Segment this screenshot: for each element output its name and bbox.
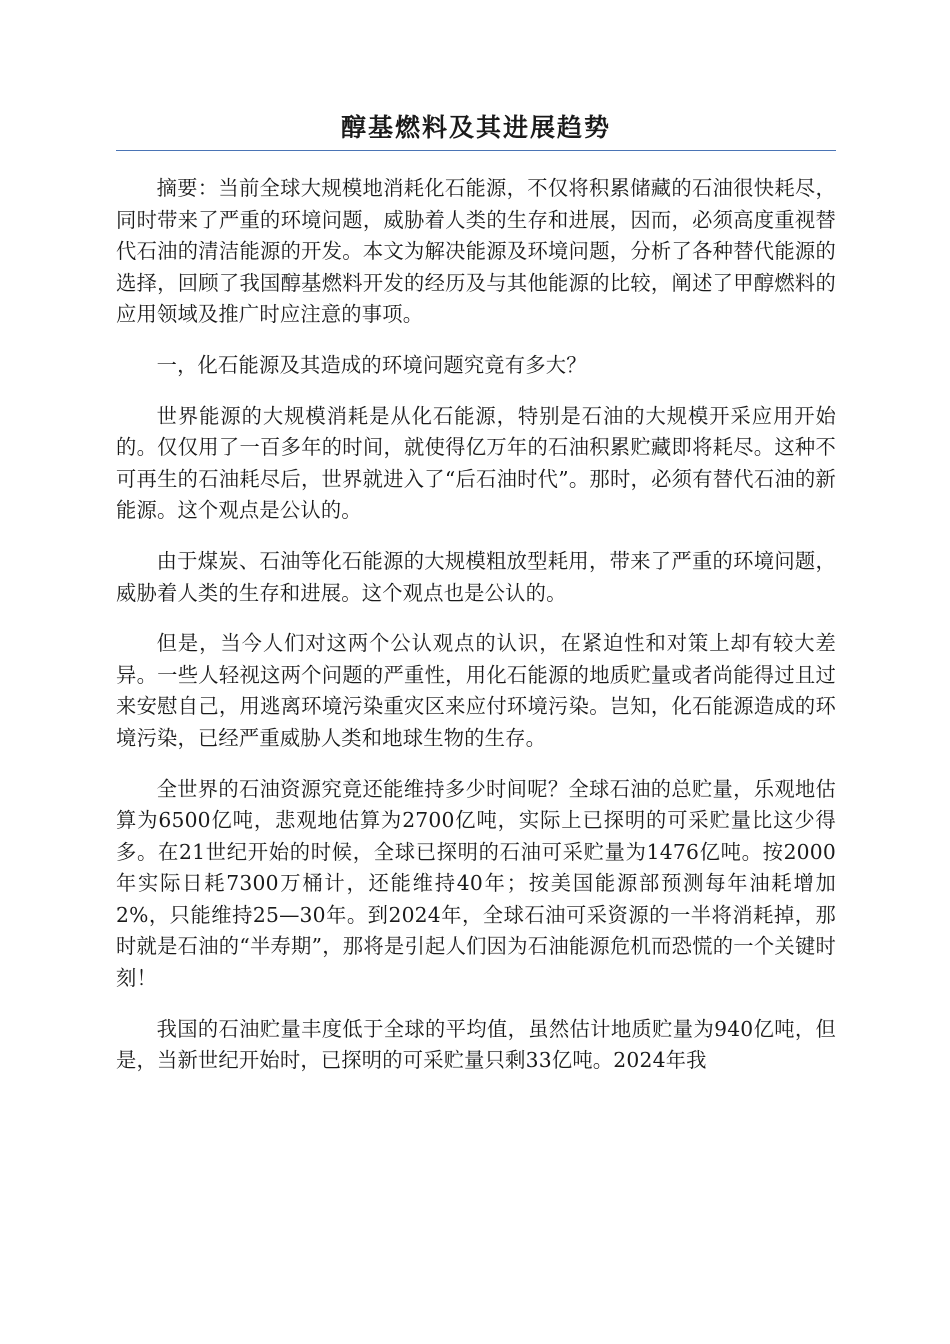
body-paragraph: 由于煤炭、石油等化石能源的大规模粗放型耗用，带来了严重的环境问题，威胁着人类的生存和进展。这个观点也是公认的。 xyxy=(116,548,836,605)
document-page xyxy=(116,110,836,1096)
body-paragraph: 我国的石油贮量丰度低于全球的平均值，虽然估计地质贮量为940亿吨，但是，当新世纪开始时，已探明的可采贮量只剩33亿吨。2024年我 xyxy=(116,1016,836,1073)
body-paragraph: 世界能源的大规模消耗是从化石能源，特别是石油的大规模开采应用开始的。仅仅用了一百多年的时间，就使得亿万年的石油积累贮藏即将耗尽。这种不可再生的石油耗尽后，世界就进入了“后石油时代”。那时，必须有替代石油的新能源。这个观点是公认的。 xyxy=(116,403,836,523)
abstract-paragraph: 摘要：当前全球大规模地消耗化石能源，不仅将积累储藏的石油很快耗尽，同时带来了严重的环境问题，威胁着人类的生存和进展，因而，必须高度重视替代石油的清洁能源的开发。本文为解决能源及环境问题，分析了各种替代能源的选择，回顾了我国醇基燃料开发的经历及与其他能源的比较，阐述了甲醇燃料的应用领域及推广时应注意的事项。 xyxy=(116,176,836,327)
document-title: 醇基燃料及其进展趋势 xyxy=(116,110,836,151)
section-heading: 一，化石能源及其造成的环境问题究竟有多大？ xyxy=(156,352,587,377)
body-paragraph: 全世界的石油资源究竟还能维持多少时间呢？全球石油的总贮量，乐观地估算为6500亿吨，悲观地估算为2700亿吨，实际上已探明的可采贮量比这少得多。在21世纪开始的时候，全球已探明的石油可采贮量为1476亿吨。按2000年实际日耗7300万桶计，还能维持40年；按美国能源部预测每年油耗增加2%，只能维持25—30年。到2024年，全球石油可采资源的一半将消耗掉，那时就是石油的“半寿期”，那将是引起人们因为石油能源危机而恐慌的一个关键时刻！ xyxy=(116,776,836,991)
body-paragraph: 但是，当今人们对这两个公认观点的认识，在紧迫性和对策上却有较大差异。一些人轻视这两个问题的严重性，用化石能源的地质贮量或者尚能得过且过来安慰自己，用逃离环境污染重灾区来应付环境污染。岂知，化石能源造成的环境污染，已经严重威胁人类和地球生物的生存。 xyxy=(116,631,836,750)
